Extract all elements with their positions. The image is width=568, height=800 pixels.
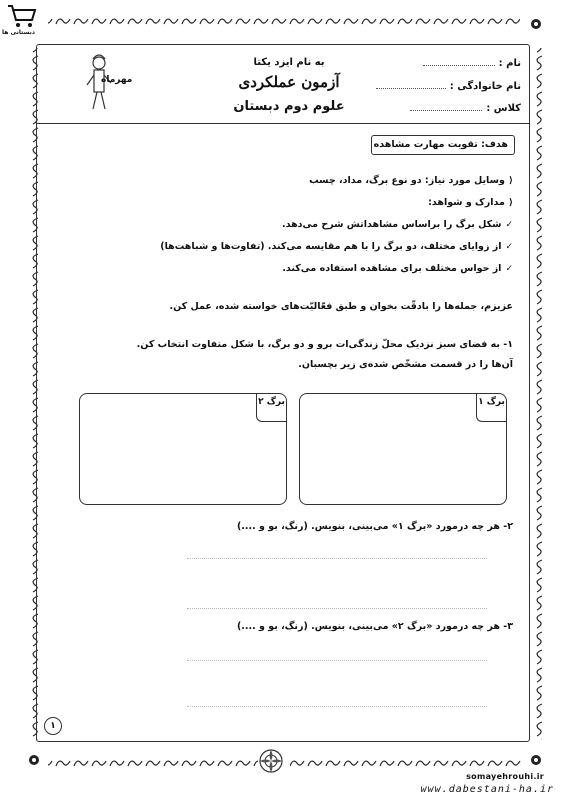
class-dots	[410, 102, 482, 111]
answer-line[interactable]	[187, 659, 487, 661]
question-3: ۳- هر چه درمورد «برگ ۲» می‌بینی، بنویس. (رنگ، بو و ....)	[236, 621, 513, 632]
arrow-bullet-icon: ⟨	[508, 198, 513, 208]
class-field	[410, 102, 521, 114]
instruction-text: عزیزم، جمله‌ها را بادقّت بخوان و طبق فعّالیّت‌های خواسته شده، عمل کن.	[169, 301, 513, 312]
check-icon: ✓	[505, 264, 513, 274]
item-evidence	[428, 197, 513, 208]
title-line-2: آزمون عملکردی	[238, 73, 340, 91]
goal-box: هدف: تقویت مهارت مشاهده	[371, 135, 515, 155]
flower-logo-icon	[258, 748, 284, 774]
name-label: نام :	[498, 58, 521, 69]
site-logo	[0, 0, 40, 40]
item-text: مدارک و شواهد:	[428, 197, 505, 208]
check-icon: ✓	[505, 242, 513, 252]
name-dots	[423, 57, 495, 66]
logo-text: دبستانی ها	[2, 29, 35, 36]
leaf-2-label: برگ ۲	[256, 394, 286, 422]
worksheet-header	[37, 45, 529, 124]
title-line-1: به نام ایزد یکتا	[253, 57, 325, 68]
item-materials	[309, 175, 513, 186]
answer-line[interactable]	[187, 607, 487, 609]
question-1-line-1: ۱- به فضای سبز نزدیک محلّ زندگی‌ات برو و دو برگ، با شکل متفاوت انتخاب کن.	[136, 339, 513, 350]
family-field	[376, 80, 521, 92]
item-criterion-3	[282, 263, 513, 274]
item-text: از زوایای مختلف، دو برگ را با هم مقایسه می‌کند. (تفاوت‌ها و شباهت‌ها)	[160, 241, 502, 252]
item-criterion-2	[160, 241, 513, 252]
item-criterion-1	[282, 219, 513, 230]
check-icon: ✓	[505, 220, 513, 230]
footer-site-1[interactable]: somayehrouhi.ir	[466, 772, 544, 781]
title-line-3: علوم دوم دبستان	[233, 99, 345, 114]
answer-line[interactable]	[187, 705, 487, 707]
leaf-2-paste-area[interactable]	[79, 393, 287, 505]
arrow-bullet-icon: ⟨	[508, 176, 513, 186]
cart-icon	[0, 0, 40, 30]
month-label: مهرماه	[101, 75, 133, 85]
question-2: ۲- هر چه درمورد «برگ ۱» می‌بینی، بنویس. (رنگ، بو و ....)	[236, 521, 513, 532]
name-field	[423, 57, 521, 69]
footer-site-2[interactable]: www.dabestani-ha.ir	[420, 784, 554, 795]
item-text: وسایل مورد نیاز: دو نوع برگ، مداد، چسب	[309, 175, 505, 186]
leaf-1-paste-area[interactable]	[299, 393, 507, 505]
family-label: نام خانوادگی :	[449, 81, 521, 92]
worksheet	[36, 44, 530, 742]
question-1-line-2: آن‌ها را در قسمت مشخّص شده‌ی زیر بچسبان.	[298, 359, 513, 370]
leaf-1-label: برگ ۱	[476, 394, 506, 422]
class-label: کلاس :	[486, 103, 521, 114]
item-text: شکل برگ را براساس مشاهداتش شرح می‌دهد.	[281, 219, 502, 230]
family-dots	[376, 80, 446, 89]
item-text: از حواس مختلف برای مشاهده استفاده می‌کند.	[282, 263, 502, 274]
answer-line[interactable]	[187, 557, 487, 559]
page-number: ۱	[44, 717, 62, 735]
